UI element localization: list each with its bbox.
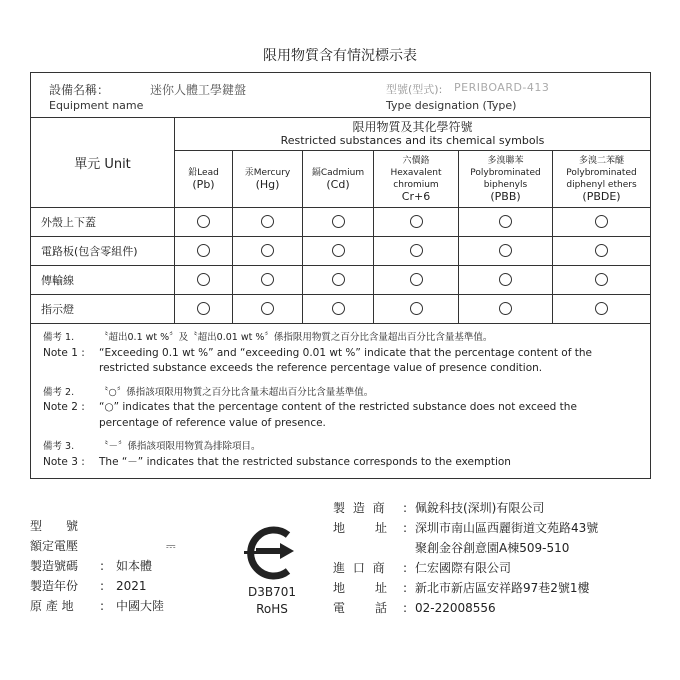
substance-symbol: (PBDE) bbox=[582, 190, 621, 203]
substance-symbol: (Hg) bbox=[255, 178, 280, 191]
restricted-header-zh: 限用物質及其化學符號 bbox=[352, 120, 473, 134]
table-row bbox=[31, 295, 651, 324]
info-row-origin: 原 產 地 : 中國大陸 bbox=[30, 599, 165, 613]
circle-mark bbox=[410, 244, 423, 257]
substance-name: 汞Mercury bbox=[244, 168, 291, 178]
row-label: 電路板(包含零組件) bbox=[31, 237, 175, 266]
circle-mark bbox=[197, 273, 210, 286]
substance-symbol: (Pb) bbox=[192, 178, 215, 191]
note-2-zh: 備考 2. 〝○〞係指該項限用物質之百分比含量未超出百分比含量基準值。 bbox=[43, 386, 374, 398]
restricted-substances-table bbox=[30, 72, 651, 479]
note-3-en: Note 3 : The “－” indicates that the restricted substance corresponds to the exemption bbox=[43, 455, 511, 468]
row-label: 外殼上下蓋 bbox=[31, 208, 175, 237]
info-row-address: 地 址 : 深圳市南山區西麗街道文苑路43號 bbox=[333, 521, 599, 535]
note-1-en: Note 1 : “Exceeding 0.1 wt %” and “exceeding 0.01 wt %” indicate that the percentage content of the bbox=[43, 346, 592, 359]
substance-lead bbox=[175, 151, 233, 208]
circle-mark bbox=[332, 302, 345, 315]
info-row-importer-address: 地 址 : 新北市新店區安祥路97巷2號1樓 bbox=[333, 581, 590, 595]
circle-mark bbox=[595, 302, 608, 315]
info-row-serial: 製造號碼 : 如本體 bbox=[30, 559, 153, 573]
table-row bbox=[31, 237, 651, 266]
substance-cadmium bbox=[303, 151, 374, 208]
restricted-substances-header bbox=[175, 118, 651, 151]
circle-mark bbox=[499, 244, 512, 257]
substance-symbol: (PBB) bbox=[490, 190, 521, 203]
info-row-rated-voltage: 額定電壓 ⎓ bbox=[30, 536, 176, 556]
circle-mark bbox=[410, 302, 423, 315]
table-row bbox=[31, 266, 651, 295]
type-designation-value: PERIBOARD-413 bbox=[454, 81, 550, 94]
equipment-name-value: 迷你人體工學鍵盤 bbox=[150, 83, 247, 97]
circle-mark bbox=[499, 215, 512, 228]
substance-name: 多溴二苯醚 bbox=[579, 156, 625, 166]
substance-chromium bbox=[374, 151, 459, 208]
note-1-en-cont: restricted substance exceeds the reference percentage value of presence condition. bbox=[99, 362, 543, 374]
restricted-header-en: Restricted substances and its chemical symbols bbox=[280, 134, 545, 147]
product-info-left bbox=[30, 516, 176, 616]
equipment-name-label: 設備名稱： bbox=[49, 83, 110, 97]
circle-mark bbox=[410, 273, 423, 286]
manufacturer-info bbox=[333, 498, 598, 618]
rohs-label: RoHS bbox=[256, 602, 288, 616]
circle-mark bbox=[332, 244, 345, 257]
row-label: 傳輸線 bbox=[31, 266, 175, 295]
substance-name-en: diphenyl ethers bbox=[566, 180, 637, 190]
substance-name-en: Hexavalent bbox=[390, 168, 442, 178]
info-row-manufacturer: 製 造 商 : 佩銳科技(深圳)有限公司 bbox=[333, 501, 545, 515]
row-label: 指示燈 bbox=[31, 295, 175, 324]
dc-symbol-icon: ⎓ bbox=[166, 539, 176, 553]
type-designation-label-en: Type designation (Type) bbox=[386, 99, 517, 112]
substance-name: 六價鉻 bbox=[402, 156, 430, 166]
equipment-row bbox=[31, 73, 651, 118]
table-row bbox=[31, 208, 651, 237]
note-3-zh: 備考 3. 〝－〞係指該項限用物質為排除項目。 bbox=[43, 441, 261, 452]
circle-mark bbox=[595, 215, 608, 228]
bsmi-commodity-mark-icon bbox=[242, 525, 302, 581]
substance-name-en: chromium bbox=[393, 180, 439, 190]
info-row-model: 型 號 bbox=[30, 519, 79, 533]
circle-mark bbox=[197, 244, 210, 257]
substance-name-en: Polybrominated bbox=[470, 168, 541, 178]
note-2-en-cont: percentage of reference value of presence. bbox=[99, 416, 326, 429]
substance-pbb bbox=[459, 151, 553, 208]
info-row-importer: 進 口 商 : 仁宏國際有限公司 bbox=[333, 561, 512, 575]
substance-name: 鎘Cadmium bbox=[311, 168, 365, 178]
circle-mark bbox=[332, 215, 345, 228]
type-designation-label: 型號(型式): bbox=[386, 83, 443, 96]
substance-name-en: Polybrominated bbox=[566, 168, 637, 178]
substance-name: 鉛Lead bbox=[188, 168, 219, 178]
note-2-en: Note 2 : “○” indicates that the percentage content of the restricted substance does not exceed the bbox=[43, 401, 577, 413]
bsmi-code: D3B701 bbox=[247, 585, 296, 599]
info-row-year: 製造年份 : 2021 bbox=[30, 579, 147, 593]
bsmi-mark-text bbox=[236, 584, 308, 618]
circle-mark bbox=[261, 215, 274, 228]
circle-mark bbox=[595, 244, 608, 257]
circle-mark bbox=[499, 273, 512, 286]
info-row-address-cont: 聚創金谷創意園A棟509-510 bbox=[415, 541, 570, 555]
circle-mark bbox=[197, 302, 210, 315]
substance-name: 多溴聯苯 bbox=[487, 156, 524, 166]
circle-mark bbox=[261, 302, 274, 315]
circle-mark bbox=[332, 273, 345, 286]
circle-mark bbox=[197, 215, 210, 228]
substance-mercury bbox=[233, 151, 303, 208]
substance-symbol: Cr+6 bbox=[401, 190, 431, 203]
info-row-phone: 電 話 : 02-22008556 bbox=[333, 601, 496, 615]
equipment-name-label-en: Equipment name bbox=[49, 99, 144, 112]
substance-pbde bbox=[553, 151, 651, 208]
substance-symbol: (Cd) bbox=[326, 178, 350, 191]
unit-header: 單元 Unit bbox=[31, 118, 175, 208]
note-1-zh: 備考 1. 〝超出0.1 wt %〞及〝超出0.01 wt %〞係指限用物質之百分比含量超出百分比含量基準值。 bbox=[43, 332, 493, 343]
circle-mark bbox=[595, 273, 608, 286]
circle-mark bbox=[410, 215, 423, 228]
circle-mark bbox=[499, 302, 512, 315]
document-title: 限用物質含有情況標示表 bbox=[263, 48, 417, 64]
substance-name-en: biphenyls bbox=[483, 180, 528, 190]
circle-mark bbox=[261, 273, 274, 286]
circle-mark bbox=[261, 244, 274, 257]
notes-section bbox=[31, 324, 651, 479]
